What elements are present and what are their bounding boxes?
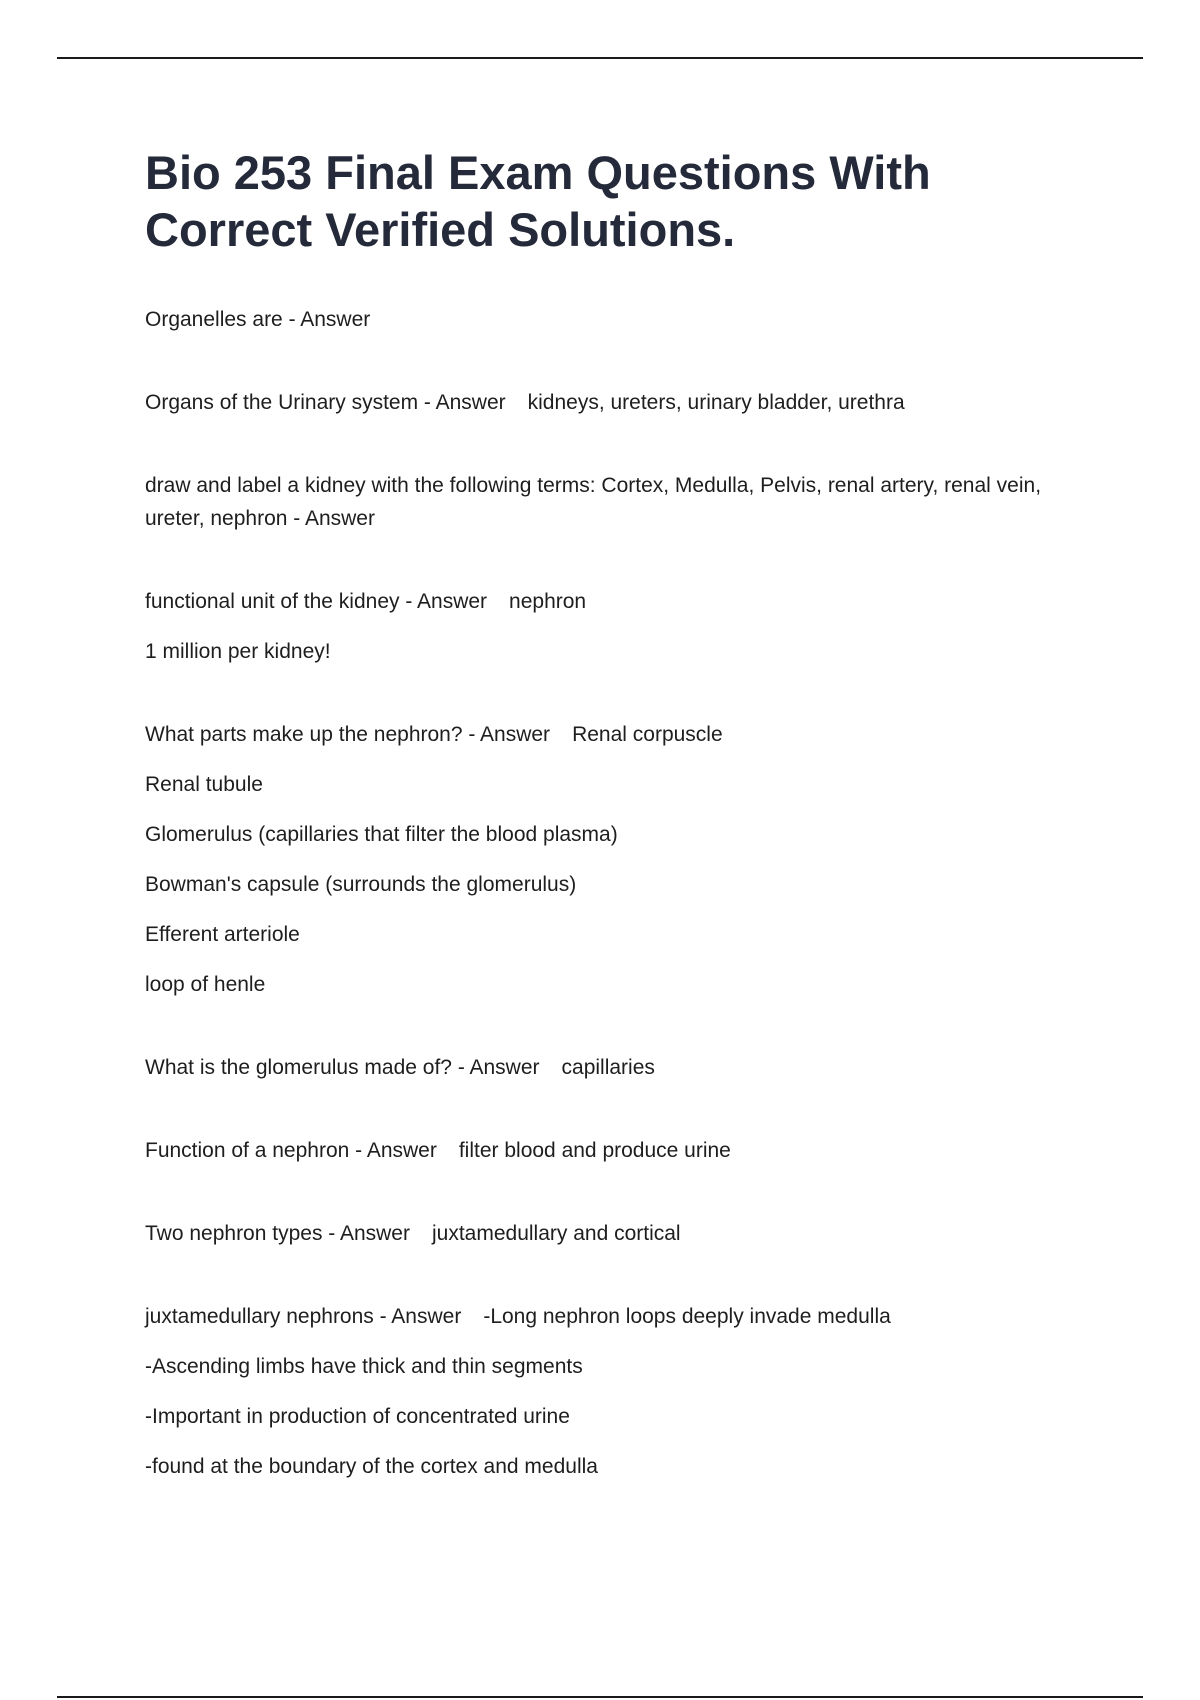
bottom-rule <box>57 1696 1143 1698</box>
answer-continuation: 1 million per kidney! <box>145 640 331 663</box>
answer-text: kidneys, ureters, urinary bladder, urethra <box>527 391 905 414</box>
answer-text: juxtamedullary and cortical <box>431 1222 681 1245</box>
answer-continuation: loop of henle <box>145 973 266 996</box>
qa-item <box>145 718 1065 1001</box>
qa-line <box>145 386 1065 419</box>
answer-text: Renal corpuscle <box>572 723 723 746</box>
question-text: functional unit of the kidney - Answer <box>145 590 488 613</box>
question-text: What parts make up the nephron? - Answer <box>145 723 551 746</box>
qa-list <box>145 303 1065 1533</box>
qa-line <box>145 1051 1065 1084</box>
question-text: juxtamedullary nephrons - Answer <box>145 1305 462 1328</box>
qa-line <box>145 585 1065 618</box>
question-text: Organs of the Urinary system - Answer <box>145 391 506 414</box>
qa-item <box>145 1051 1065 1084</box>
answer-continuation: -Important in production of concentrated urine <box>145 1405 570 1428</box>
qa-line <box>145 1217 1065 1250</box>
qa-line <box>145 1300 1065 1333</box>
answer-text: -Long nephron loops deeply invade medulla <box>483 1305 891 1328</box>
qa-item <box>145 585 1065 668</box>
qa-line <box>145 469 1065 535</box>
answer-continuation: -Ascending limbs have thick and thin segments <box>145 1355 583 1378</box>
answer-continuation: -found at the boundary of the cortex and medulla <box>145 1455 598 1478</box>
question-text: draw and label a kidney with the following terms: Cortex, Medulla, Pelvis, renal artery, renal vein, ureter, nephron - Answer <box>145 474 1042 530</box>
answer-continuation: Efferent arteriole <box>145 923 300 946</box>
qa-item <box>145 1134 1065 1167</box>
answer-continuation: Renal tubule <box>145 773 263 796</box>
qa-item <box>145 469 1065 535</box>
top-rule <box>57 57 1143 59</box>
qa-line <box>145 718 1065 751</box>
answer-continuation: Bowman's capsule (surrounds the glomerulus) <box>145 873 577 896</box>
question-text: Organelles are - Answer <box>145 308 371 331</box>
answer-text: filter blood and produce urine <box>458 1139 731 1162</box>
qa-item <box>145 303 1065 336</box>
qa-item <box>145 1300 1065 1483</box>
qa-line <box>145 303 1065 336</box>
question-text: What is the glomerulus made of? - Answer <box>145 1056 540 1079</box>
qa-line <box>145 1134 1065 1167</box>
answer-text: capillaries <box>561 1056 655 1079</box>
qa-item <box>145 386 1065 419</box>
qa-item <box>145 1217 1065 1250</box>
answer-continuation: Glomerulus (capillaries that filter the blood plasma) <box>145 823 618 846</box>
answer-text: nephron <box>509 590 587 613</box>
page-title: Bio 253 Final Exam Questions With Correct Verified Solutions. <box>145 146 931 256</box>
question-text: Function of a nephron - Answer <box>145 1139 437 1162</box>
question-text: Two nephron types - Answer <box>145 1222 410 1245</box>
